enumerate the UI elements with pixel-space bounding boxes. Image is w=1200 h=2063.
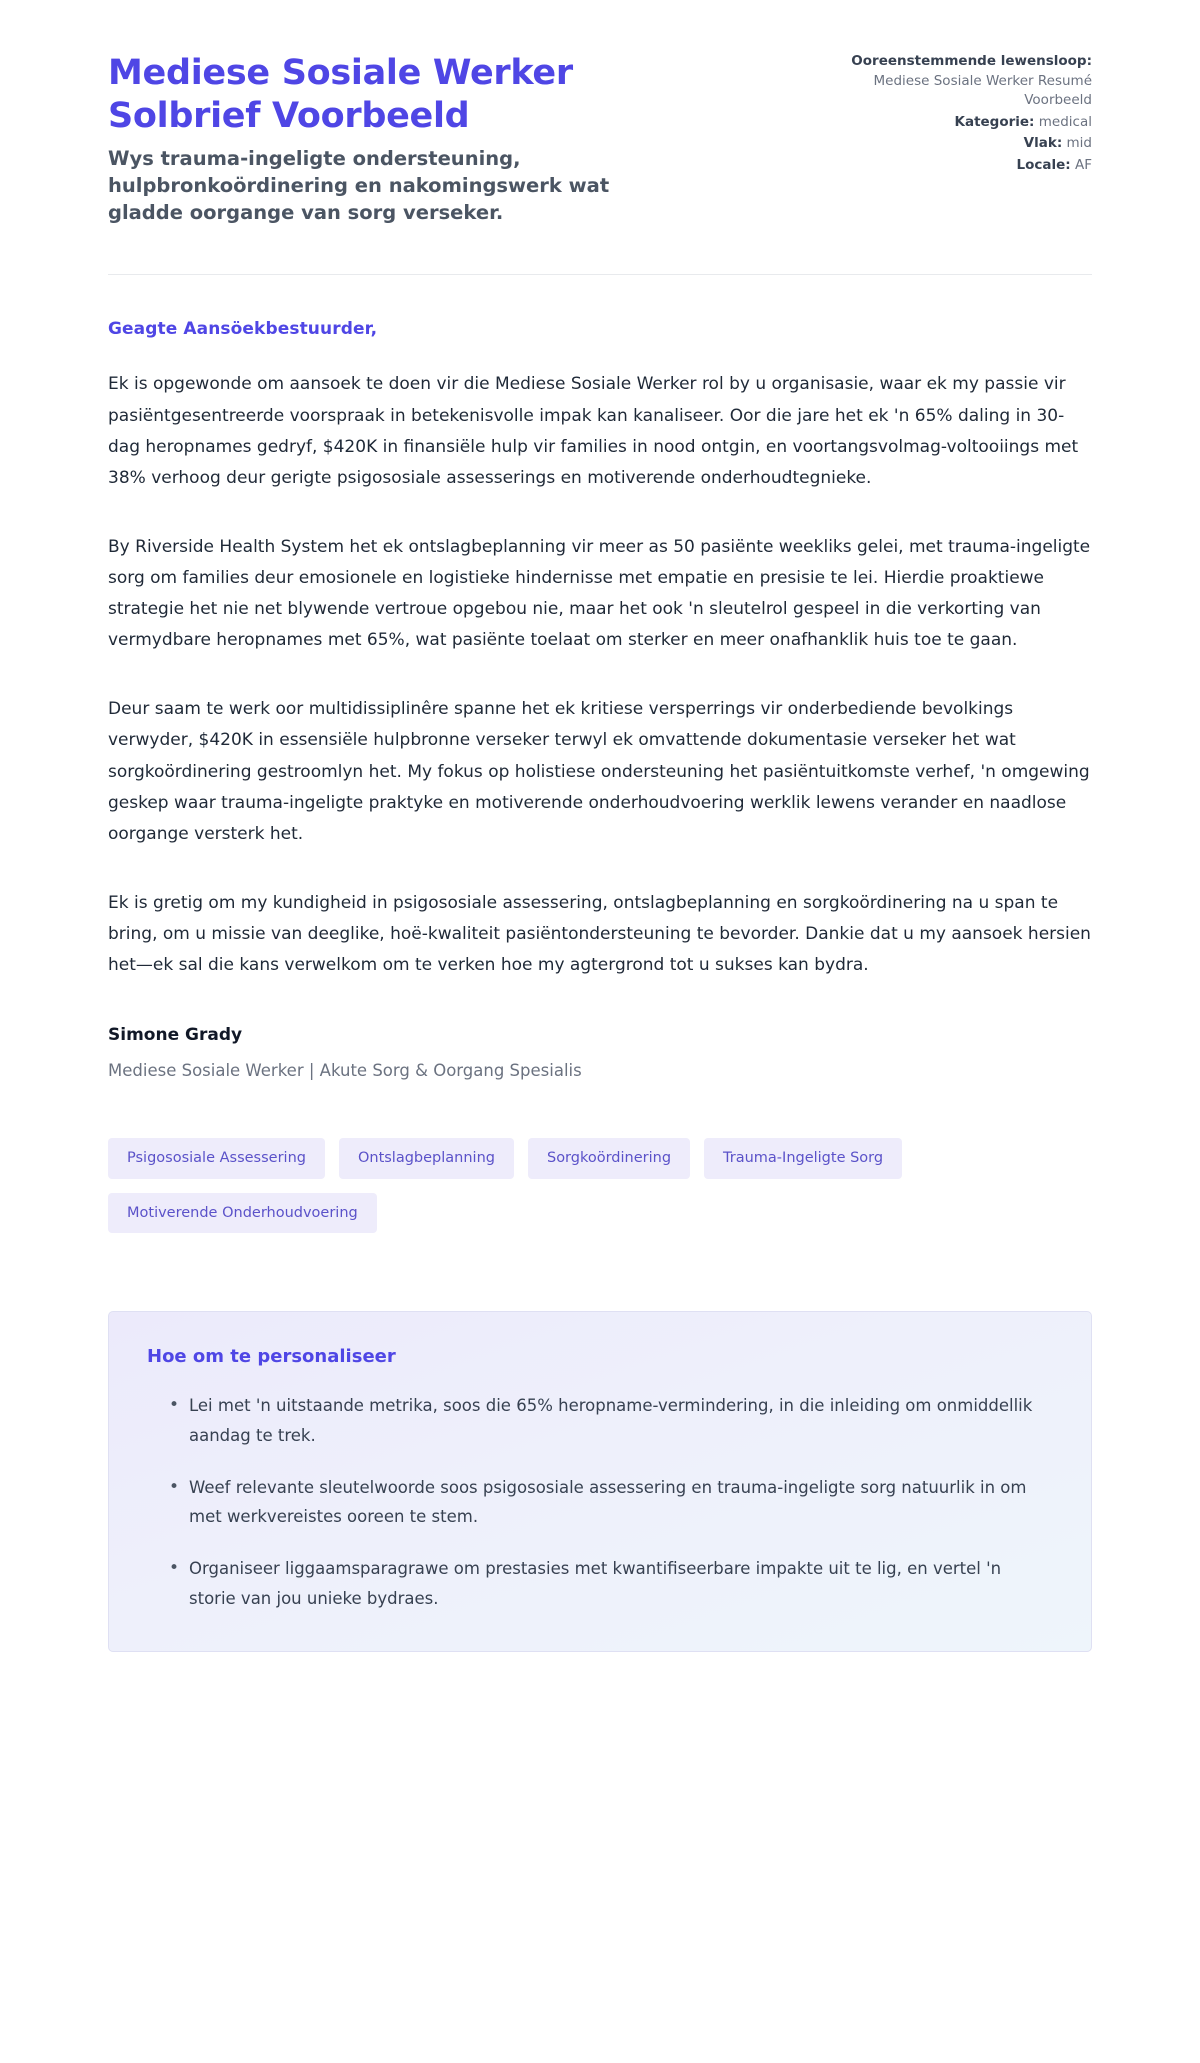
letter-paragraph: Deur saam te werk oor multidissiplinêre spanne het ek kritiese versperrings vir onderbediende bevolkings verwyder, $420K in essensiële hulpbronne verseker terwyl ek omvattende dokumentasie verseker het wat sorgkoördinering gestroomlyn het. My fokus op holistiese ondersteuning het pasiëntuitkomste verhef, 'n omgewing geskep waar trauma-ingeligte praktyke en motiverende onderhoudvoering werklik lewens verander en naadlose oorgange versterk het. bbox=[108, 699, 1090, 844]
signature-name: Simone Grady bbox=[108, 1025, 243, 1046]
callout-list-item: • Weef relevante sleutelwoorde soos psigososiale assessering en trauma-ingeligte sorg natuurlik in om met werkvereistes ooreen te stem. bbox=[169, 1473, 1053, 1532]
metadata-row-matching-resume bbox=[832, 52, 1092, 111]
metadata-row-category bbox=[832, 113, 1092, 133]
letter-body bbox=[108, 275, 1092, 1652]
tag-list bbox=[108, 1138, 1008, 1233]
metadata-label: Kategorie: bbox=[954, 113, 1035, 130]
tag-chip[interactable]: Motiverende Onderhoudvoering bbox=[108, 1193, 377, 1234]
letter-paragraph: By Riverside Health System het ek ontslagbeplanning vir meer as 50 pasiënte weekliks gelei, met trauma-ingeligte sorg om families deur emosionele en logistieke hindernisse met empatie en presisie te lei. Hierdie proaktiewe strategie het nie net blywende vertroue opgebou nie, maar het ook 'n sleutelrol gespeel in die verkorting van vermydbare heropnames met 65%, wat pasiënte toelaat om sterker en meer onafhanklik huis toe te gaan. bbox=[108, 536, 1091, 651]
callout-list-item: • Organiseer liggaamsparagrawe om prestasies met kwantifiseerbare impakte uit te lig, en vertel 'n storie van jou unieke bydraes. bbox=[169, 1554, 1053, 1613]
tag-chip[interactable]: Ontslagbeplanning bbox=[339, 1138, 514, 1179]
callout-list bbox=[147, 1391, 1053, 1613]
metadata-row-level bbox=[832, 134, 1092, 154]
tag-chip[interactable]: Psigososiale Assessering bbox=[108, 1138, 325, 1179]
letter-paragraph: Ek is opgewonde om aansoek te doen vir die Mediese Sosiale Werker rol by u organisasie, waar ek my passie vir pasiëntgesentreerde voorspraak in betekenisvolle impak kan kanaliseer. Oor die jare het ek 'n 65% daling in 30-dag heropnames gedryf, $420K in finansiële hulp vir families in nood ontgin, en voortangsvolmag-voltooiings met 38% verhoog deur gerigte psigososiale assesserings en motiverende onderhoudtegnieke. bbox=[108, 374, 1079, 488]
tag-chip[interactable]: Trauma-Ingeligte Sorg bbox=[704, 1138, 902, 1179]
metadata-label: Locale: bbox=[1016, 156, 1071, 173]
page-subtitle: Wys trauma-ingeligte ondersteuning, hulpbronkoördinering en nakomingswerk wat gladde oorgange van sorg verseker. bbox=[108, 147, 610, 224]
metadata-value: medical bbox=[1038, 113, 1092, 130]
metadata-row-locale bbox=[832, 156, 1092, 176]
salutation: Geagte Aansöekbestuurder, bbox=[108, 319, 378, 340]
signature-role: Mediese Sosiale Werker | Akute Sorg & Oorgang Spesialis bbox=[108, 1061, 582, 1081]
document-header bbox=[108, 46, 1092, 226]
callout-list-item: • Lei met 'n uitstaande metrika, soos die 65% heropname-vermindering, in die inleiding om onmiddellik aandag te trek. bbox=[169, 1391, 1053, 1450]
metadata-label: Vlak: bbox=[1023, 135, 1063, 152]
header-title-block bbox=[108, 46, 748, 226]
callout-title: Hoe om te personaliseer bbox=[147, 1346, 396, 1368]
metadata-value: mid bbox=[1066, 135, 1092, 152]
letter-paragraph: Ek is gretig om my kundigheid in psigososiale assessering, ontslagbeplanning en sorgkoördinering na u span te bring, om u missie van deeglike, hoë-kwaliteit pasiëntondersteuning te bevorder. Dankie dat u my aansoek hersien het—ek sal die kans verwelkom om te verken hoe my agtergrond tot u sukses kan bydra. bbox=[108, 892, 1091, 976]
metadata-value: AF bbox=[1074, 156, 1092, 173]
tag-chip[interactable]: Sorgkoördinering bbox=[528, 1138, 690, 1179]
personalization-callout bbox=[108, 1311, 1092, 1652]
metadata-label: Ooreenstemmende lewensloop: bbox=[851, 53, 1092, 69]
header-metadata bbox=[832, 46, 1092, 177]
metadata-value: Mediese Sosiale Werker Resumé Voorbeeld bbox=[873, 72, 1092, 109]
signature-block bbox=[108, 1025, 1092, 1080]
page-title: Mediese Sosiale Werker Solbrief Voorbeeld bbox=[108, 53, 573, 136]
